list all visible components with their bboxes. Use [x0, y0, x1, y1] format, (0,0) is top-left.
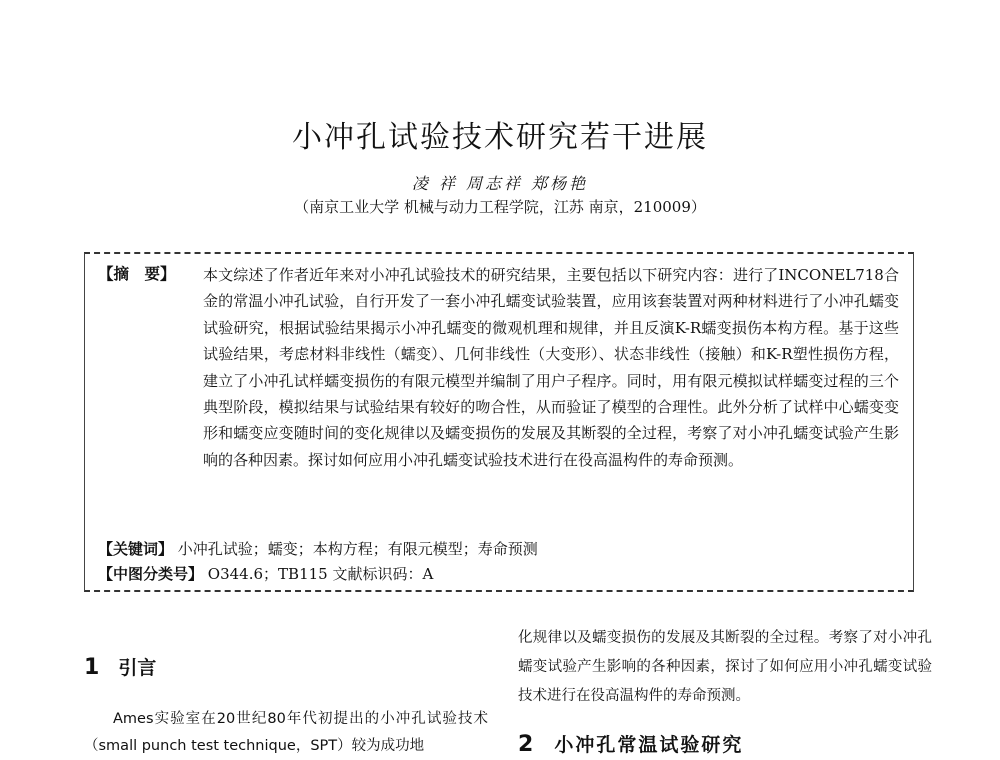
section-1-title: 引言 — [118, 657, 157, 679]
abstract-text: 本文综述了作者近年来对小冲孔试验技术的研究结果，主要包括以下研究内容：进行了INCONEL718合金的常温小冲孔试验，自行开发了一套小冲孔蠕变试验装置，应用该套装置对两种材料进行了小冲孔蠕变试验研究，根据试验结果揭示小冲孔蠕变的微观机理和规律，并且反演K-R蠕变损伤本构方程。基于这些试验结果，考虑材料非线性（蠕变）、几何非线性（大变形）、状态非线性（接触）和K-R塑性损伤方程，建立了小冲孔试样蠕变损伤的有限元模型并编制了用户子程序。同时，用有限元模拟试样蠕变过程的三个典型阶段，模拟结果与试验结果有较好的吻合性，从而验证了模型的合理性。此外分析了试样中心蠕变变形和蠕变应变随时间的变化规律以及蠕变损伤的发展及其断裂的全过程，考察了对小冲孔蠕变试验产生影响的各种因素。探讨如何应用小冲孔蠕变试验技术进行在役高温构件的寿命预测。 — [203, 266, 899, 469]
section-1-number: 1 — [84, 655, 100, 680]
section-1-heading — [84, 653, 156, 680]
keywords-row — [98, 538, 538, 559]
section-1-paragraph: Ames实验室在20世纪80年代初提出的小冲孔试验技术（small punch test technique，SPT）较为成功地 — [84, 711, 488, 754]
paper-authors: 凌 祥 周志祥 郑杨艳 — [411, 174, 589, 193]
classification-row — [98, 563, 433, 584]
right-column-paragraph: 化规律以及蠕变损伤的发展及其断裂的全过程。考察了对小冲孔蠕变试验产生影响的各种因素，探讨了如何应用小冲孔蠕变试验技术进行在役高温构件的寿命预测。 — [518, 630, 932, 704]
keywords-label: 【关键词】 — [98, 540, 174, 558]
classification-text: O344.6；TB115 文献标识码：A — [207, 565, 434, 583]
classification-label: 【中图分类号】 — [98, 565, 204, 583]
section-2-title: 小冲孔常温试验研究 — [554, 734, 744, 756]
keywords-text: 小冲孔试验；蠕变；本构方程；有限元模型；寿命预测 — [177, 540, 538, 558]
abstract-label: 【摘 要】 — [98, 265, 176, 283]
section-2-number: 2 — [518, 732, 534, 757]
paper-affiliation: （南京工业大学 机械与动力工程学院，江苏 南京，210009） — [294, 198, 706, 216]
paper-title: 小冲孔试验技术研究若干进展 — [292, 120, 708, 155]
section-2-heading — [518, 730, 743, 757]
